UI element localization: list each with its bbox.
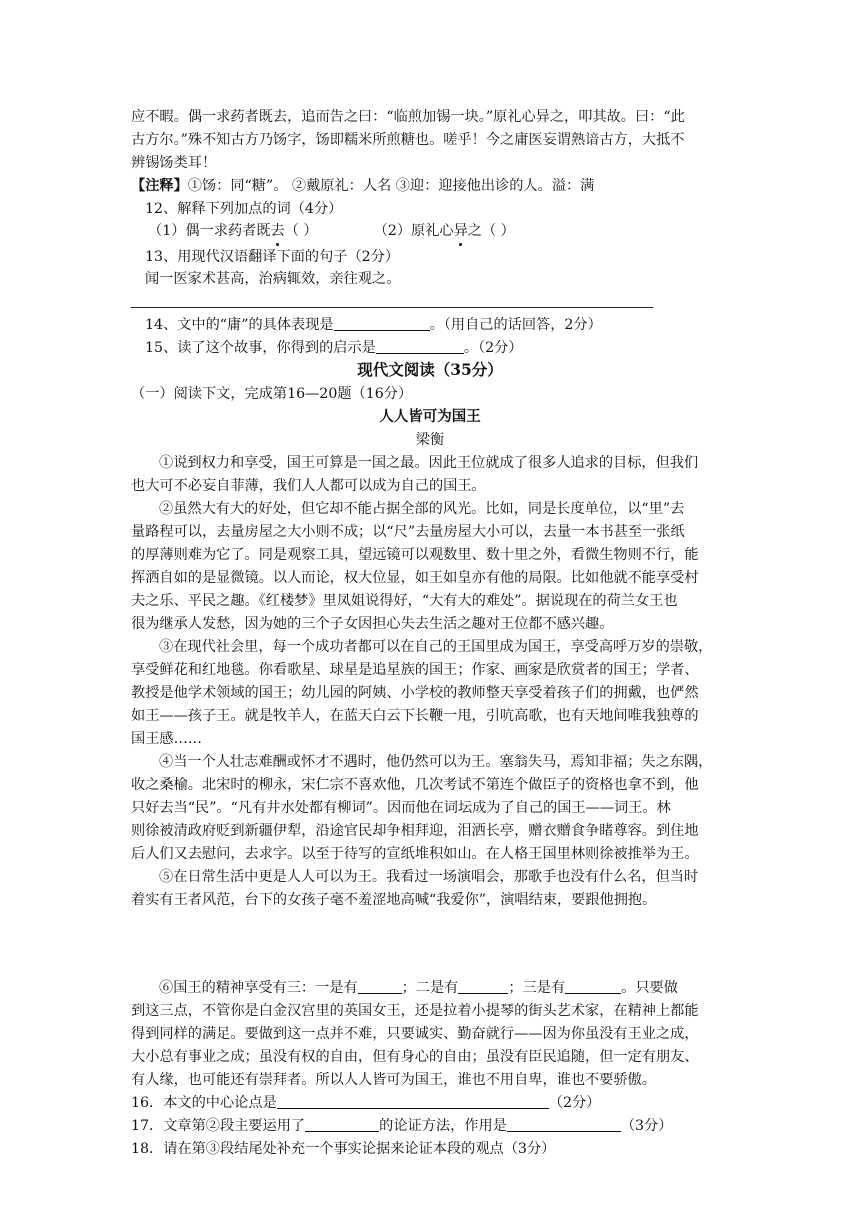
q15-suffix: 。（2分） (463, 340, 523, 356)
q12-stem: 12、解释下列加点的词（4分） (145, 201, 343, 217)
q18: 18．请在第③段结尾处补充一个事实论据来论证本段的观点（3分） (131, 1141, 556, 1157)
q15-blank (376, 337, 464, 354)
article-line: ④当一个人壮志难酬或怀才不遇时，他仍然可以为王。塞翁失马，焉知非福；失之东隅， (159, 754, 713, 770)
q12-a-pre: （1）偶一求药者既 (148, 223, 271, 239)
p6-line-3: 得到同样的满足。要做到这一点并不难，只要诚实、勤奋就行——因为你虽没有王业之成， (131, 1026, 699, 1042)
article-title: 人人皆可为国王 (379, 408, 481, 425)
q12-a-dotted-word: 去 (271, 220, 285, 242)
p6-part-b: ；二是有 (401, 980, 459, 996)
notes-line (131, 175, 594, 197)
article-line: 后人们又去慰问，去求字。以至于待写的宣纸堆积如山。在人格王国里林则徐被推举为王。 (131, 846, 699, 862)
q12-b-dotted-word: 异 (454, 220, 468, 242)
q17-blank-2 (507, 1115, 621, 1132)
section-sub: （一）阅读下文，完成第16—20题（16分） (131, 386, 413, 402)
article-line: 只好去当“民”。“凡有井水处都有柳词”。因而他在词坛成为了自己的国王——词王。林 (131, 800, 671, 816)
article-line: ③在现代社会里，每一个成功者都可以在自己的王国里成为国王，享受高呼万岁的崇敬， (159, 639, 713, 655)
q16 (131, 1092, 600, 1114)
article-line: ②虽然大有大的好处，但它却不能占据全部的风光。比如，同是长度单位，以“里”去 (159, 501, 685, 517)
q12-items (148, 220, 515, 242)
article-line: 收之桑榆。北宋时的柳永，宋仁宗不喜欢他，几次考试不第连个做臣子的资格也拿不到，他 (131, 777, 699, 793)
answer-line (131, 307, 653, 308)
q12-b-pre: （2）原礼心 (373, 223, 454, 239)
article-line: 很为继承人发愁，因为她的三个子女因担心失去生活之趣对王位都不感兴趣。 (131, 616, 614, 632)
article-line: 享受鲜花和红地毯。你看歌星、球星是追星族的国王；作家、画家是欣赏者的国王；学者、 (131, 662, 699, 678)
article-line: 也大可不必妄自菲薄，我们人人都可以成为自己的国王。 (131, 478, 486, 494)
q17-blank-1 (305, 1115, 379, 1132)
q12-a-blank: （ ） (284, 223, 318, 239)
p6-blank-1 (358, 977, 402, 994)
passage-line-3: 辨锡饧类耳！ (131, 155, 217, 171)
q16-suffix: （2分） (548, 1095, 601, 1111)
q14-text: 14、文中的“庸”的具体表现是 (145, 317, 334, 333)
q17 (131, 1115, 672, 1137)
article-line: 夫之乐、平民之趣。《红楼梦》里凤姐说得好，“大有大的难处”。据说现在的荷兰女王也 (131, 593, 678, 609)
p6-part-a: ⑥国王的精神享受有三：一是有 (159, 980, 358, 996)
p6-line-2: 到这三点，不管你是白金汉宫里的英国女王，还是拉着小提琴的街头艺术家，在精神上都能 (131, 1003, 699, 1019)
p6-line-5: 有人缘，也可能还有崇拜者。所以人人皆可为国王，谁也不用自卑，谁也不要骄傲。 (131, 1072, 656, 1088)
q16-text: 16．本文的中心论点是 (131, 1095, 277, 1111)
passage-line-1: 应不暇。偶一求药者既去，追而告之曰：“临煎加锡一块。”原礼心异之，叩其故。曰：“此 (131, 109, 685, 125)
article-line: 的厚薄则难为它了。同是观察工具，望远镜可以观数里、数十里之外，看微生物则不行，能 (131, 547, 699, 563)
article-author: 梁衡 (415, 432, 445, 448)
notes-label: 【注释】 (131, 178, 188, 194)
article-line: 教授是他学术领域的国王；幼儿园的阿姨、小学校的教师整天享受着孩子们的拥戴，也俨然 (131, 685, 699, 701)
q15 (145, 337, 523, 359)
article-line: ⑤在日常生活中更是人人可以为王。我看过一场演唱会，那歌手也没有什么名，但当时 (159, 869, 699, 885)
q14-blank (334, 314, 430, 331)
q12-b-blank: 之（ ） (467, 223, 515, 239)
article-line: 量路程可以，去量房屋之大小则不成；以“尺”去量房屋大小可以，去量一本书甚至一张纸 (131, 524, 685, 540)
passage-line-2: 古方尔。”殊不知古方乃饧字，饧即糯米所煎糖也。嗟乎！今之庸医妄谓熟谙古方，大抵不 (131, 132, 685, 148)
article-line: 着实有王者风范，台下的女孩子毫不羞涩地高喊“我爱你”，演唱结束，要跟他拥抱。 (131, 892, 657, 908)
article-line: 国王感…… (131, 731, 202, 747)
notes-text: ①饧：同“糖”。 ②戴原礼：人名 ③迎：迎接他出诊的人。溢：满 (187, 178, 595, 194)
section-title: 现代文阅读（35分） (357, 360, 503, 379)
q17-text: 17．文章第②段主要运用了 (131, 1118, 306, 1134)
q16-blank (277, 1092, 549, 1109)
q17-suffix: （3分） (620, 1118, 673, 1134)
article-line: ①说到权力和享受，国王可算是一国之最。因此王位就成了很多人追求的目标，但我们 (159, 455, 699, 471)
p6-blank-3 (565, 977, 621, 994)
q17-mid: 的论证方法，作用是 (379, 1118, 507, 1134)
q14-suffix: 。（用自己的话回答，2分） (429, 317, 602, 333)
article-line: 则徐被清政府贬到新疆伊犁，沿途官民却争相拜迎，泪洒长亭，赠衣赠食争睹尊容。到住地 (131, 823, 699, 839)
p6-first-line (159, 977, 678, 999)
q15-text: 15、读了这个故事，你得到的启示是 (145, 340, 376, 356)
q13-sentence: 闻一医家术甚高，治病辄效，亲往观之。 (145, 271, 401, 287)
p6-line-4: 大小总有事业之成；虽没有权的自由，但有身心的自由；虽没有臣民追随，但一定有朋友、 (131, 1049, 699, 1065)
p6-part-d: 。只要做 (621, 980, 678, 996)
p6-blank-2 (458, 977, 508, 994)
article-line: 挥洒自如的是显微镜。以人而论，权大位显，如王如皇亦有他的局限。比如他就不能享受村 (131, 570, 699, 586)
article-line: 如王——孩子王。就是牧羊人，在蓝天白云下长鞭一甩，引吭高歌，也有天地间唯我独尊的 (131, 708, 699, 724)
p6-part-c: ；三是有 (508, 980, 566, 996)
q14 (145, 314, 602, 336)
q13-stem: 13、用现代汉语翻译下面的句子（2分） (145, 249, 400, 265)
